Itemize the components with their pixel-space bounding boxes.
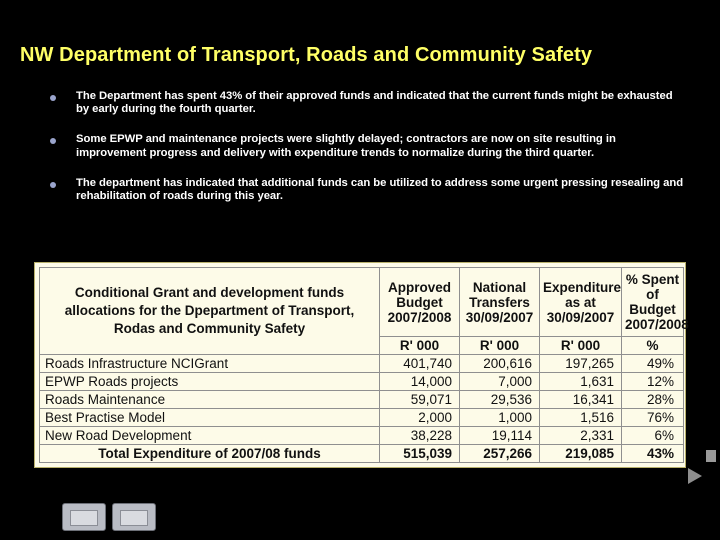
column-header-line: Approved: [387, 279, 451, 295]
row-label: New Road Development: [40, 427, 380, 445]
unit-national-transfers: R' 000: [460, 337, 540, 355]
column-header-percent-spent: [622, 268, 689, 337]
total-label: Total Expenditure of 2007/08 funds: [40, 445, 380, 463]
list-item: [32, 133, 687, 159]
cell-percent-spent: 76%: [622, 409, 684, 427]
cell-expenditure: 1,631: [540, 373, 622, 391]
cell-percent-spent: 49%: [622, 355, 684, 373]
side-tab-marker: [706, 450, 716, 462]
bullet-text: The department has indicated that additional funds can be utilized to address some urgent pressing resealing and rehabilitation of roads during this year.: [76, 176, 684, 203]
unit-expenditure: R' 000: [540, 337, 622, 355]
column-header-line: as at: [565, 294, 596, 310]
cell-approved-budget: 2,000: [380, 409, 460, 427]
column-header-line: 30/09/2007: [546, 309, 615, 325]
cell-national-transfers: 19,114: [460, 427, 540, 445]
column-header-line: 2007/2008: [625, 317, 689, 332]
unit-approved-budget: R' 000: [380, 337, 460, 355]
table-total-row: [40, 445, 684, 463]
table-row: [40, 391, 684, 409]
nav-next-icon: [120, 510, 148, 526]
nav-previous-button[interactable]: [62, 503, 106, 531]
cell-percent-spent: 6%: [622, 427, 684, 445]
cell-expenditure: 197,265: [540, 355, 622, 373]
total-expenditure: 219,085: [540, 445, 622, 463]
column-header-line: Transfers: [469, 294, 530, 310]
row-label: Roads Maintenance: [40, 391, 380, 409]
column-header-expenditure: [540, 268, 622, 337]
column-header-approved-budget: [380, 268, 460, 337]
table-header-row: [40, 268, 684, 337]
bullet-icon: [50, 138, 56, 144]
cell-national-transfers: 29,536: [460, 391, 540, 409]
page-title: NW Department of Transport, Roads and Community Safety: [20, 44, 593, 66]
list-item: [32, 177, 687, 203]
bullet-text: The Department has spent 43% of their approved funds and indicated that the current funds might be exhausted by early during the fourth quarter.: [76, 90, 673, 116]
table-row: [40, 355, 684, 373]
row-label: Best Practise Model: [40, 409, 380, 427]
grant-table: [39, 267, 689, 463]
bullet-list: [32, 90, 687, 258]
column-header-line: 2007/2008: [387, 309, 452, 325]
table-row: [40, 373, 684, 391]
cell-national-transfers: 7,000: [460, 373, 540, 391]
grant-table-container: [34, 262, 689, 468]
cell-percent-spent: 28%: [622, 391, 684, 409]
bullet-text: Some EPWP and maintenance projects were slightly delayed; contractors are now on site resulting in improvement progress and delivery with expenditure trends to normalize during the third quarter.: [76, 133, 616, 159]
column-header-line: 30/09/2007: [465, 309, 534, 325]
column-header-line: National: [472, 279, 527, 295]
row-label: Roads Infrastructure NCIGrant: [40, 355, 380, 373]
arrow-right-icon: [688, 468, 702, 484]
column-header-line: Expenditure: [543, 279, 622, 295]
cell-expenditure: 16,341: [540, 391, 622, 409]
cell-expenditure: 1,516: [540, 409, 622, 427]
table-row: [40, 409, 684, 427]
column-header-line: Budget: [396, 294, 443, 310]
nav-next-button[interactable]: [112, 503, 156, 531]
row-label: EPWP Roads projects: [40, 373, 380, 391]
cell-expenditure: 2,331: [540, 427, 622, 445]
bullet-icon: [50, 182, 56, 188]
cell-approved-budget: 401,740: [380, 355, 460, 373]
table-row: [40, 427, 684, 445]
slide-nav-controls[interactable]: [62, 503, 156, 531]
cell-national-transfers: 1,000: [460, 409, 540, 427]
nav-previous-icon: [70, 510, 98, 526]
cell-percent-spent: 12%: [622, 373, 684, 391]
total-percent-spent: 43%: [622, 445, 684, 463]
total-approved-budget: 515,039: [380, 445, 460, 463]
cell-approved-budget: 59,071: [380, 391, 460, 409]
bullet-icon: [50, 95, 56, 101]
unit-percent-spent: %: [622, 337, 684, 355]
column-header-line: % Spent of: [625, 272, 680, 302]
cell-approved-budget: 38,228: [380, 427, 460, 445]
table-description-header: Conditional Grant and development funds allocations for the Dpepartment of Transport, Rodas and Community Safety: [40, 268, 380, 355]
total-national-transfers: 257,266: [460, 445, 540, 463]
column-header-line: Budget: [629, 302, 676, 317]
list-item: [32, 90, 687, 116]
cell-national-transfers: 200,616: [460, 355, 540, 373]
column-header-national-transfers: [460, 268, 540, 337]
cell-approved-budget: 14,000: [380, 373, 460, 391]
